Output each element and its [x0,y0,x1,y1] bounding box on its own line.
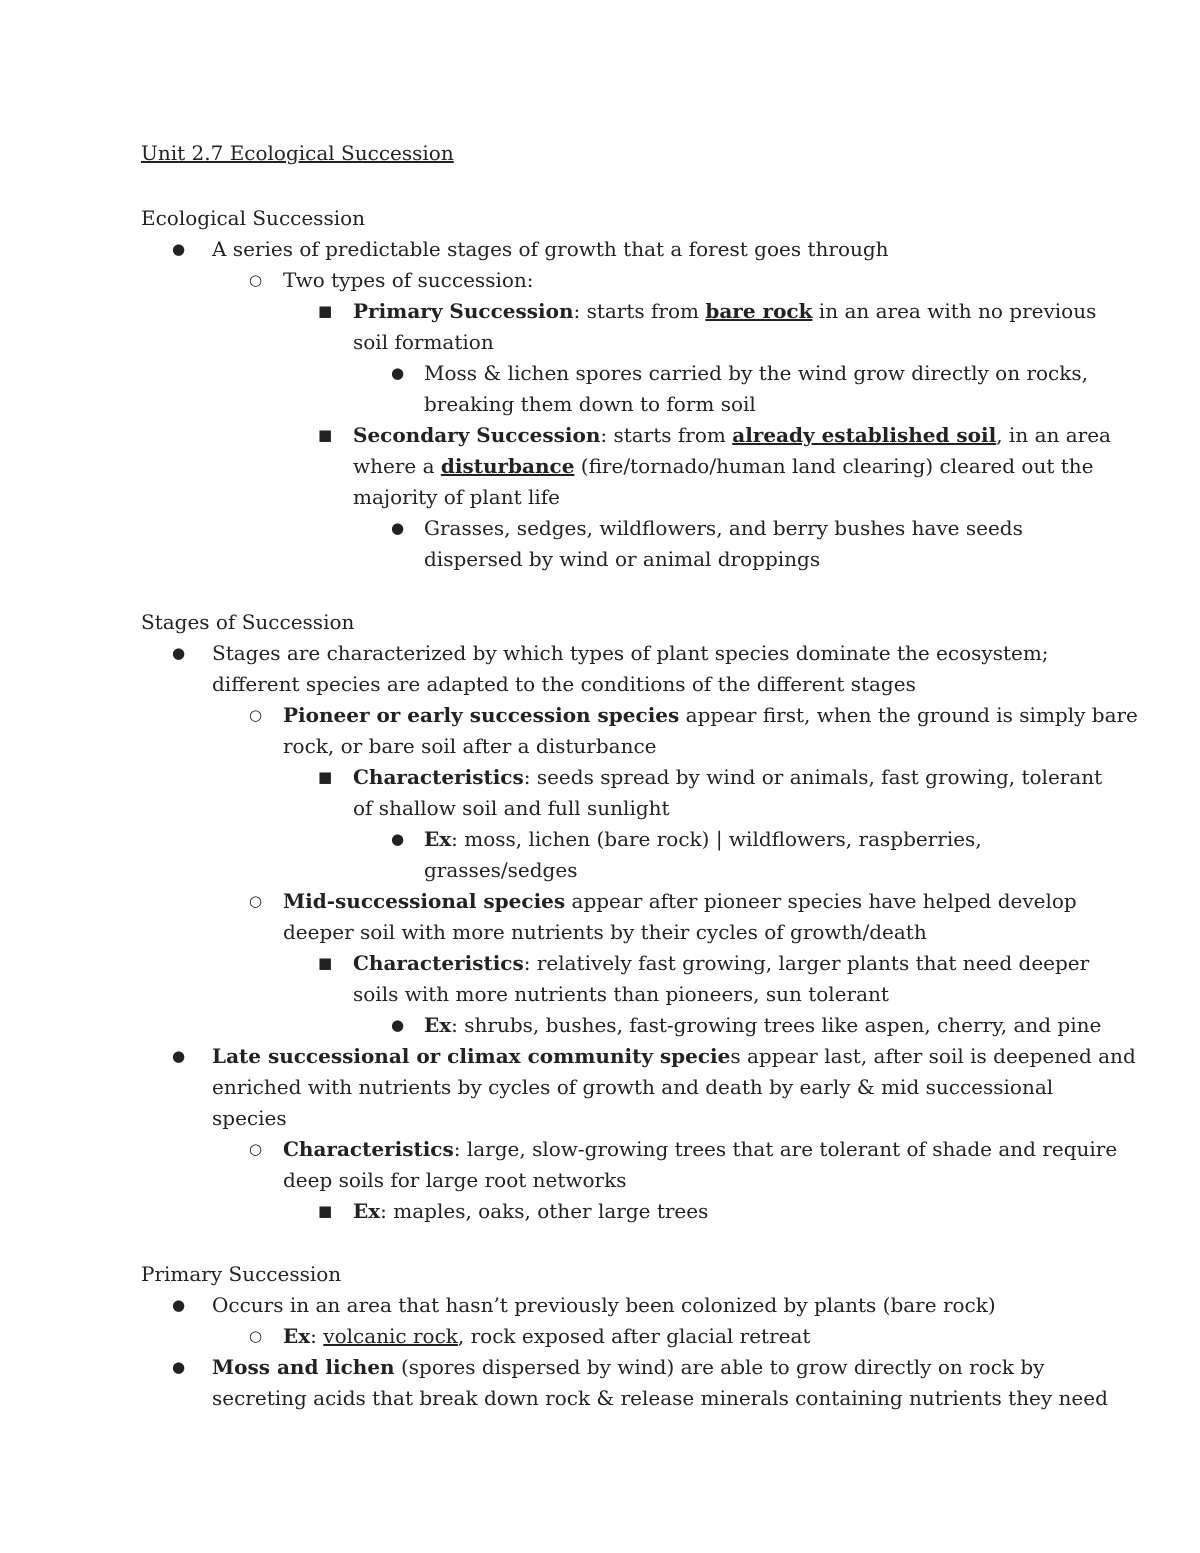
list-item-continuation: soil formation [353,330,494,354]
disc-bullet: ● [172,240,186,258]
list-item-continuation: dispersed by wind or animal droppings [424,547,821,571]
list-item-example: Ex: shrubs, bushes, fast-growing trees like aspen, cherry, and pine [424,1013,1102,1037]
list-item-continuation: soils with more nutrients than pioneers, sun tolerant [353,982,889,1006]
list-item-example: Ex: volcanic rock, rock exposed after glacial retreat [283,1324,811,1348]
circle-bullet: ○ [249,892,263,910]
list-item-late-successional: Late successional or climax community species appear last, after soil is deepened and [212,1044,1136,1068]
list-item: Occurs in an area that hasn’t previously been colonized by plants (bare rock) [212,1293,996,1317]
disc-bullet: ● [391,364,405,382]
list-item-characteristics: Characteristics: relatively fast growing, larger plants that need deeper [353,951,1090,975]
list-item-example: Ex: moss, lichen (bare rock) | wildflowers, raspberries, [424,827,982,851]
disc-bullet: ● [391,1016,405,1034]
section-heading-primary-succession: Primary Succession [141,1262,342,1286]
list-item: Grasses, sedges, wildflowers, and berry bushes have seeds [424,516,1023,540]
circle-bullet: ○ [249,1140,263,1158]
square-bullet: ■ [318,426,333,444]
list-item-continuation: grasses/sedges [424,858,578,882]
list-item-continuation: species [212,1106,287,1130]
list-item-continuation: secreting acids that break down rock & release minerals containing nutrients they need [212,1386,1108,1410]
list-item-continuation: enriched with nutrients by cycles of growth and death by early & mid successional [212,1075,1054,1099]
disc-bullet: ● [172,1358,186,1376]
square-bullet: ■ [318,302,333,320]
list-item-continuation: different species are adapted to the conditions of the different stages [212,672,916,696]
list-item-continuation: deep soils for large root networks [283,1168,627,1192]
list-item-characteristics: Characteristics: large, slow-growing trees that are tolerant of shade and require [283,1137,1118,1161]
circle-bullet: ○ [249,271,263,289]
list-item-continuation: of shallow soil and full sunlight [353,796,670,820]
list-item-characteristics: Characteristics: seeds spread by wind or animals, fast growing, tolerant [353,765,1103,789]
page-title: Unit 2.7 Ecological Succession [141,141,454,165]
list-item-mid-successional: Mid-successional species appear after pioneer species have helped develop [283,889,1077,913]
square-bullet: ■ [318,1202,333,1220]
list-item-continuation: rock, or bare soil after a disturbance [283,734,657,758]
list-item-continuation: breaking them down to form soil [424,392,756,416]
list-item-continuation: majority of plant life [353,485,561,509]
square-bullet: ■ [318,768,333,786]
list-item-continuation: deeper soil with more nutrients by their cycles of growth/death [283,920,927,944]
section-heading-ecological-succession: Ecological Succession [141,206,366,230]
disc-bullet: ● [391,519,405,537]
disc-bullet: ● [172,644,186,662]
list-item-continuation: where a disturbance (fire/tornado/human land clearing) cleared out the [353,454,1094,478]
list-item: Two types of succession: [283,268,534,292]
list-item: Moss & lichen spores carried by the wind grow directly on rocks, [424,361,1088,385]
list-item-primary-succession: Primary Succession: starts from bare rock in an area with no previous [353,299,1097,323]
disc-bullet: ● [172,1047,186,1065]
section-heading-stages-of-succession: Stages of Succession [141,610,355,634]
list-item: Stages are characterized by which types of plant species dominate the ecosystem; [212,641,1049,665]
circle-bullet: ○ [249,706,263,724]
list-item-example: Ex: maples, oaks, other large trees [353,1199,709,1223]
list-item-secondary-succession: Secondary Succession: starts from already established soil, in an area [353,423,1111,447]
list-item-pioneer-species: Pioneer or early succession species appear first, when the ground is simply bare [283,703,1138,727]
disc-bullet: ● [172,1296,186,1314]
disc-bullet: ● [391,830,405,848]
circle-bullet: ○ [249,1327,263,1345]
square-bullet: ■ [318,954,333,972]
list-item: A series of predictable stages of growth that a forest goes through [212,237,889,261]
list-item-moss-lichen: Moss and lichen (spores dispersed by wind) are able to grow directly on rock by [212,1355,1045,1379]
